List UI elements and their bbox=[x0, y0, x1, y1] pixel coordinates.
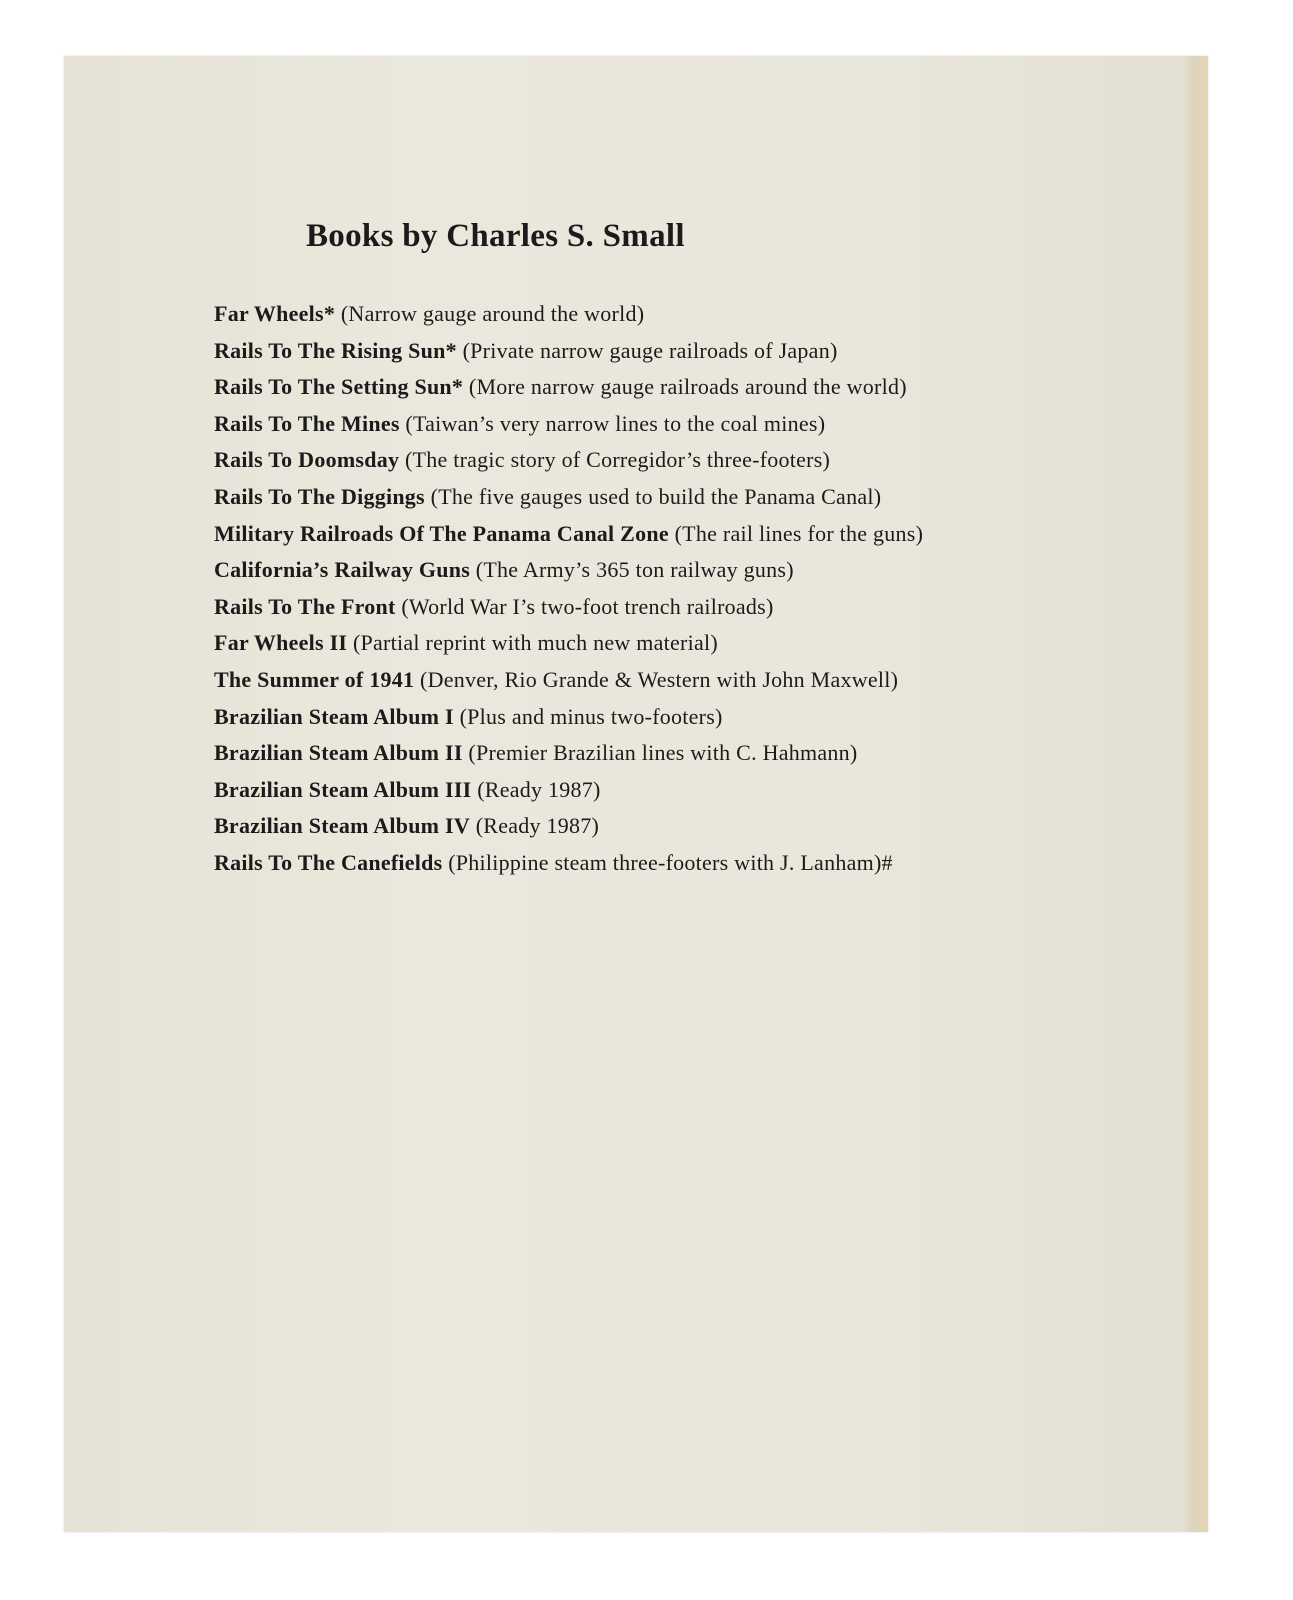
book-title: Far Wheels* bbox=[214, 301, 336, 326]
book-description: (Plus and minus two-footers) bbox=[459, 703, 723, 729]
book-item bbox=[214, 625, 1034, 662]
book-item bbox=[214, 516, 1034, 553]
book-title: Rails To The Mines bbox=[214, 410, 400, 436]
book-title: Rails To The Canefields bbox=[214, 849, 443, 875]
book-description: (Premier Brazilian lines with C. Hahmann) bbox=[468, 740, 858, 766]
book-title: Brazilian Steam Album I bbox=[214, 703, 454, 729]
book-item bbox=[214, 735, 1034, 772]
book-title: Far Wheels II bbox=[214, 630, 348, 656]
book-back-cover bbox=[64, 56, 1208, 1532]
book-item bbox=[214, 479, 1034, 516]
book-title: The Summer of 1941 bbox=[214, 666, 415, 692]
book-description: (Denver, Rio Grande & Western with John Maxwell) bbox=[420, 666, 899, 692]
book-title: Brazilian Steam Album III bbox=[214, 776, 472, 802]
book-item bbox=[214, 589, 1034, 626]
book-item bbox=[214, 333, 1034, 370]
book-title: Rails To The Diggings bbox=[214, 483, 425, 509]
book-description: (World War I’s two-foot trench railroads) bbox=[401, 593, 774, 619]
book-description: (The tragic story of Corregidor’s three-footers) bbox=[404, 447, 831, 473]
cover-content bbox=[214, 216, 1034, 882]
book-item bbox=[214, 442, 1034, 479]
book-description: (Philippine steam three-footers with J. Lanham)# bbox=[448, 849, 893, 875]
book-title: Military Railroads Of The Panama Canal Zone bbox=[214, 520, 669, 546]
book-description: (More narrow gauge railroads around the world) bbox=[468, 374, 907, 400]
book-item bbox=[214, 296, 1034, 333]
book-description: (Partial reprint with much new material) bbox=[352, 630, 718, 656]
cover-spine-edge bbox=[1182, 56, 1208, 1532]
book-item bbox=[214, 552, 1034, 589]
book-title: Rails To Doomsday bbox=[214, 447, 400, 473]
book-title: Rails To The Rising Sun* bbox=[214, 337, 457, 363]
book-item bbox=[214, 406, 1034, 443]
book-item bbox=[214, 699, 1034, 736]
book-description: (The five gauges used to build the Panama Canal) bbox=[430, 483, 882, 509]
book-description: (The rail lines for the guns) bbox=[674, 520, 924, 546]
book-item bbox=[214, 369, 1034, 406]
book-title: Rails To The Front bbox=[214, 593, 396, 619]
book-description: (The Army’s 365 ton railway guns) bbox=[475, 557, 794, 583]
book-title: Rails To The Setting Sun* bbox=[214, 374, 464, 400]
book-item bbox=[214, 662, 1034, 699]
book-title: Brazilian Steam Album IV bbox=[214, 813, 470, 839]
book-title: California’s Railway Guns bbox=[214, 557, 471, 583]
book-list bbox=[214, 296, 1034, 882]
book-description: (Taiwan’s very narrow lines to the coal mines) bbox=[405, 410, 826, 436]
book-item bbox=[214, 808, 1034, 845]
book-description: (Narrow gauge around the world) bbox=[340, 301, 645, 326]
book-item bbox=[214, 845, 1034, 882]
book-description: (Private narrow gauge railroads of Japan) bbox=[462, 337, 838, 363]
book-description: (Ready 1987) bbox=[477, 776, 601, 802]
book-description: (Ready 1987) bbox=[475, 813, 600, 839]
book-item bbox=[214, 772, 1034, 809]
page-title: Books by Charles S. Small bbox=[306, 218, 685, 254]
book-title: Brazilian Steam Album II bbox=[214, 740, 463, 766]
